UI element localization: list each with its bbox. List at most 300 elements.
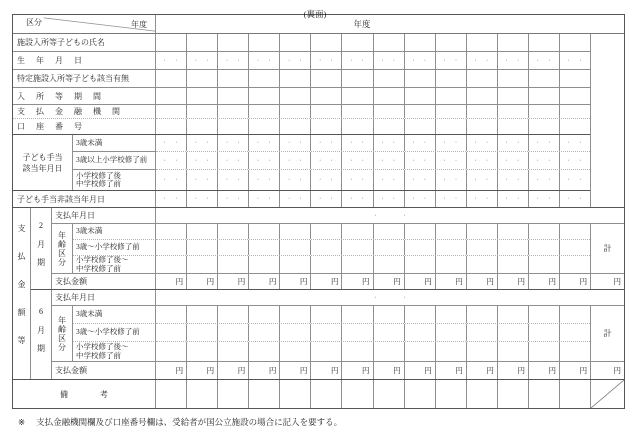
period-total-cell: 計	[590, 224, 624, 273]
grid-cell	[217, 380, 248, 408]
grid-cell: · ·	[186, 52, 217, 69]
table-header-row	[13, 15, 624, 34]
grid-cell: · ·	[528, 152, 559, 169]
row-cells	[156, 380, 590, 408]
grid-cell: · ·	[528, 52, 559, 69]
pay-date-label: 支払年月日	[52, 290, 156, 306]
grid-cell	[248, 380, 279, 408]
grid-cell	[341, 119, 372, 134]
grid-cell	[373, 224, 404, 239]
grid-cell: · ·	[341, 170, 372, 190]
row-label: 入 所 等 期 間	[13, 88, 156, 105]
grid-cell: 円	[497, 274, 528, 289]
row-cells	[156, 224, 590, 240]
grid-cell	[186, 240, 217, 255]
year-header-cell	[156, 15, 624, 33]
grid-cell: 円	[175, 366, 184, 375]
grid-cell	[435, 119, 466, 134]
grid-cell	[156, 119, 186, 134]
row-pay-date	[52, 208, 624, 224]
grid-cell	[466, 88, 497, 104]
period-label-cell	[31, 208, 52, 289]
grid-cell	[248, 224, 279, 239]
remarks-row	[13, 379, 624, 408]
top-right-merged-cell	[590, 34, 624, 207]
grid-cell	[404, 105, 435, 118]
grid-cell	[404, 380, 435, 408]
grid-cell	[466, 224, 497, 239]
row-cells	[156, 306, 590, 324]
grid-cell	[373, 324, 404, 341]
grid-cell: · ·	[217, 135, 248, 151]
grid-cell: · ·	[341, 135, 372, 151]
row-bank	[13, 105, 590, 119]
grid-cell: 円	[217, 362, 248, 379]
grid-cell: 円	[341, 274, 372, 289]
row-cells	[156, 119, 590, 134]
row-cells	[156, 240, 590, 256]
grid-cell	[373, 256, 404, 273]
grid-cell: 円	[175, 277, 184, 286]
period-label: 2月期	[36, 221, 46, 276]
footnote	[18, 416, 630, 428]
grid-cell: · ·	[310, 135, 341, 151]
grid-cell: 円	[341, 362, 372, 379]
grid-cell	[186, 119, 217, 134]
grid-cell	[217, 34, 248, 51]
grid-cell: 円	[435, 274, 466, 289]
grid-cell: · ·	[163, 140, 179, 146]
grid-cell: · ·	[248, 152, 279, 169]
grid-cell	[435, 34, 466, 51]
pay-amount-label: 支払金額	[52, 274, 156, 289]
grid-cell	[497, 224, 528, 239]
grid-cell	[341, 88, 372, 104]
grid-cell	[466, 342, 497, 361]
grid-cell	[466, 380, 497, 408]
grid-cell	[466, 256, 497, 273]
grid-cell: · ·	[373, 170, 404, 190]
pay-date-label: 支払年月日	[52, 208, 156, 224]
grid-cell: · ·	[435, 170, 466, 190]
grid-cell: · ·	[279, 135, 310, 151]
grid-cell: · ·	[279, 52, 310, 69]
grid-cell	[404, 342, 435, 361]
grid-cell	[310, 306, 341, 323]
grid-cell: 円	[466, 274, 497, 289]
grid-cell: 円	[186, 274, 217, 289]
row-cells	[156, 135, 590, 152]
grid-cell	[248, 119, 279, 134]
grid-cell: · ·	[217, 170, 248, 190]
grid-cell: · ·	[466, 52, 497, 69]
grid-cell	[404, 70, 435, 87]
grid-cell	[156, 34, 186, 51]
grid-cell	[341, 380, 372, 408]
grid-cell	[466, 324, 497, 341]
grid-cell	[248, 88, 279, 104]
grid-cell	[217, 224, 248, 239]
period-label: 6月期	[36, 307, 46, 362]
grid-cell	[466, 240, 497, 255]
grid-cell	[373, 34, 404, 51]
row-birth-date	[13, 52, 590, 70]
grid-cell	[248, 256, 279, 273]
grid-cell: · ·	[341, 52, 372, 69]
grid-cell	[559, 224, 590, 239]
grid-cell	[279, 105, 310, 118]
row-specified-facility	[13, 70, 590, 88]
grid-cell	[248, 324, 279, 341]
grid-cell: · ·	[497, 191, 528, 207]
grid-cell	[435, 306, 466, 323]
grid-cell	[341, 34, 372, 51]
grid-cell: · ·	[217, 191, 248, 207]
row-3-to-elementary: 3歳～小学校修了前	[73, 324, 590, 342]
row-cells	[156, 34, 590, 52]
row-cells	[156, 191, 590, 207]
year-header-label: 年度	[353, 19, 371, 29]
grid-cell	[435, 342, 466, 361]
row-label: 生 年 月 日	[13, 52, 156, 70]
grid-cell	[373, 105, 404, 118]
row-cells	[156, 342, 590, 361]
grid-cell: · ·	[528, 170, 559, 190]
grid-cell	[404, 256, 435, 273]
grid-cell	[186, 88, 217, 104]
grid-cell	[310, 380, 341, 408]
grid-cell	[466, 105, 497, 118]
grid-cell: · ·	[497, 135, 528, 151]
grid-cell	[217, 88, 248, 104]
grid-cell	[373, 119, 404, 134]
grid-cell	[279, 306, 310, 323]
grid-cell	[497, 119, 528, 134]
grid-cell: · ·	[163, 196, 179, 202]
header-corner-cell	[13, 15, 156, 33]
grid-cell	[373, 306, 404, 323]
age-axis-label: 年齢区分	[57, 230, 67, 267]
grid-cell: 円	[186, 362, 217, 379]
grid-cell	[373, 380, 404, 408]
grid-cell	[279, 88, 310, 104]
grid-cell	[217, 324, 248, 341]
grid-cell	[435, 224, 466, 239]
grid-cell: · ·	[310, 52, 341, 69]
grid-cell: · ·	[497, 170, 528, 190]
grid-cell	[528, 224, 559, 239]
grid-cell	[466, 306, 497, 323]
grid-cell	[248, 70, 279, 87]
age-axis-label-cell	[52, 306, 73, 361]
grid-cell: · ·	[279, 191, 310, 207]
grid-cell: 円	[466, 362, 497, 379]
grid-cell: · ·	[559, 152, 590, 169]
row-pay-amount	[52, 362, 624, 379]
corner-row-label: 区分	[26, 18, 42, 27]
period-label-cell	[31, 290, 52, 379]
grid-cell: · ·	[528, 135, 559, 151]
eligible-group-rows	[73, 135, 590, 190]
payment-periods	[31, 208, 624, 379]
grid-cell	[310, 119, 341, 134]
row-pay-amount	[52, 274, 624, 289]
grid-cell: 円	[279, 362, 310, 379]
grid-cell	[528, 34, 559, 51]
grid-cell	[528, 256, 559, 273]
age-row-label: 3歳以上小学校修了前	[73, 152, 156, 170]
grid-cell: · ·	[373, 191, 404, 207]
grid-cell	[435, 88, 466, 104]
grid-cell: · ·	[163, 57, 179, 64]
grid-cell: · ·	[435, 152, 466, 169]
age-axis-label: 年齢区分	[57, 315, 67, 352]
grid-cell	[497, 240, 528, 255]
age-category-block	[52, 306, 624, 362]
grid-cell	[341, 105, 372, 118]
grid-cell	[186, 380, 217, 408]
grid-cell	[435, 256, 466, 273]
grid-cell: · ·	[404, 152, 435, 169]
grid-cell: · ·	[341, 152, 372, 169]
grid-cell	[279, 119, 310, 134]
row-3-to-elementary	[73, 152, 590, 170]
grid-cell: · ·	[435, 52, 466, 69]
row-cells	[156, 170, 590, 190]
age-axis-label-cell	[52, 224, 73, 273]
grid-cell	[248, 306, 279, 323]
row-under-3	[73, 135, 590, 152]
grid-cell	[279, 70, 310, 87]
grid-cell	[279, 256, 310, 273]
row-pay-date	[52, 290, 624, 306]
grid-cell	[279, 224, 310, 239]
row-cells	[156, 152, 590, 170]
grid-cell: · ·	[559, 170, 590, 190]
grid-cell	[559, 119, 590, 134]
grid-cell: 円	[248, 274, 279, 289]
grid-cell	[559, 70, 590, 87]
grid-cell	[217, 240, 248, 255]
grid-cell: · ·	[341, 191, 372, 207]
grid-cell: 円	[279, 274, 310, 289]
grid-cell: 円	[435, 362, 466, 379]
grid-cell	[310, 256, 341, 273]
grid-cell	[559, 342, 590, 361]
grid-cell: · ·	[435, 135, 466, 151]
grid-cell	[497, 105, 528, 118]
grid-cell	[528, 380, 559, 408]
grid-cell	[186, 324, 217, 341]
grid-cell: 円	[404, 362, 435, 379]
remarks-label: 備 考	[13, 380, 156, 408]
grid-cell	[341, 306, 372, 323]
total-unit-cell: 円	[590, 274, 624, 289]
grid-cell	[156, 224, 186, 239]
grid-cell	[310, 324, 341, 341]
grid-cell	[248, 34, 279, 51]
grid-cell: 円	[310, 274, 341, 289]
grid-cell	[373, 240, 404, 255]
grid-cell: · ·	[310, 191, 341, 207]
payment-section	[13, 207, 624, 379]
grid-cell	[466, 70, 497, 87]
grid-cell	[435, 105, 466, 118]
grid-cell	[373, 342, 404, 361]
grid-cell	[279, 324, 310, 341]
grid-cell	[186, 224, 217, 239]
grid-cell	[435, 324, 466, 341]
grid-cell	[248, 342, 279, 361]
age-category-block	[52, 224, 624, 274]
row-cells	[156, 324, 590, 342]
grid-cell: · ·	[497, 152, 528, 169]
grid-cell	[373, 88, 404, 104]
grid-cell: · ·	[373, 135, 404, 151]
grid-cell	[341, 324, 372, 341]
grid-cell	[279, 34, 310, 51]
grid-cell: 円	[248, 362, 279, 379]
grid-cell	[528, 119, 559, 134]
backside-label: (裏面)	[303, 9, 327, 19]
grid-cell	[404, 324, 435, 341]
row-admission-period	[13, 88, 590, 105]
grid-cell	[497, 88, 528, 104]
grid-cell	[528, 105, 559, 118]
grid-cell	[435, 380, 466, 408]
grid-cell	[497, 306, 528, 323]
grid-cell	[310, 105, 341, 118]
grid-cell: · ·	[217, 152, 248, 169]
grid-cell	[217, 342, 248, 361]
grid-cell	[497, 34, 528, 51]
pay-date-value-cell: · ·	[156, 290, 624, 306]
pay-amount-label: 支払金額	[52, 362, 156, 379]
grid-cell: · ·	[248, 191, 279, 207]
row-label: 支 払 金 融 機 関	[13, 105, 156, 119]
grid-cell	[310, 342, 341, 361]
grid-cell	[497, 256, 528, 273]
grid-cell: · ·	[373, 52, 404, 69]
grid-cell	[559, 256, 590, 273]
grid-cell: · ·	[279, 152, 310, 169]
grid-cell	[310, 34, 341, 51]
row-under-3: 3歳未満	[73, 224, 590, 240]
grid-cell	[341, 224, 372, 239]
grid-cell	[186, 306, 217, 323]
grid-cell	[559, 306, 590, 323]
grid-cell	[156, 240, 186, 255]
grid-cell	[156, 105, 186, 118]
grid-cell: 円	[497, 362, 528, 379]
grid-cell	[217, 105, 248, 118]
row-3-to-elementary: 3歳～小学校修了前	[73, 240, 590, 256]
grid-cell	[528, 70, 559, 87]
grid-cell	[310, 240, 341, 255]
row-label: 特定施設入所等子ども該当有無	[13, 70, 156, 88]
grid-cell	[156, 380, 186, 408]
grid-cell	[186, 70, 217, 87]
grid-cell	[310, 88, 341, 104]
row-cells	[156, 70, 590, 88]
grid-cell	[559, 105, 590, 118]
grid-cell	[279, 240, 310, 255]
grid-cell	[341, 342, 372, 361]
row-label: 施設入所等子どもの氏名	[13, 34, 156, 52]
row-account	[13, 119, 590, 134]
grid-cell: 円	[217, 274, 248, 289]
grid-cell	[559, 240, 590, 255]
corner-col-label: 年度	[131, 20, 147, 29]
grid-cell	[217, 256, 248, 273]
grid-cell	[528, 342, 559, 361]
grid-cell	[559, 34, 590, 51]
grid-cell	[341, 256, 372, 273]
grid-cell	[156, 342, 186, 361]
grid-cell	[497, 324, 528, 341]
grid-cell: · ·	[559, 135, 590, 151]
grid-cell	[186, 342, 217, 361]
row-under-3: 3歳未満	[73, 306, 590, 324]
grid-cell	[217, 306, 248, 323]
row-after-elementary: 小学校修了後～ 中学校修了前	[73, 256, 590, 273]
grid-cell	[528, 88, 559, 104]
row-cells	[156, 256, 590, 273]
row-cells	[156, 274, 590, 289]
row-after-elementary: 小学校修了後～ 中学校修了前	[73, 342, 590, 361]
grid-cell: · ·	[163, 157, 179, 164]
child-allowance-form-table	[12, 14, 625, 409]
grid-cell: · ·	[404, 52, 435, 69]
grid-cell: 円	[559, 362, 590, 379]
grid-cell	[435, 70, 466, 87]
grid-cell	[404, 88, 435, 104]
grid-cell	[279, 342, 310, 361]
row-after-elementary	[73, 170, 590, 190]
grid-cell	[156, 256, 186, 273]
grid-cell: · ·	[217, 52, 248, 69]
grid-cell: 円	[373, 274, 404, 289]
grid-cell	[466, 119, 497, 134]
grid-cell: · ·	[248, 135, 279, 151]
grid-cell: · ·	[163, 177, 179, 183]
row-cells	[156, 105, 590, 119]
footnote-text: 支払金融機関欄及び口座番号欄は、受給者が国公立施設の場合に記入を要する。	[36, 417, 343, 427]
row-cells	[156, 88, 590, 105]
grid-cell	[373, 70, 404, 87]
row-label: 子ども手当非該当年月日	[13, 191, 156, 207]
grid-cell	[404, 306, 435, 323]
grid-cell: · ·	[466, 152, 497, 169]
grid-cell	[156, 324, 186, 341]
grid-cell: 円	[528, 274, 559, 289]
grid-cell	[248, 240, 279, 255]
grid-cell	[156, 306, 186, 323]
row-cells	[156, 362, 590, 379]
grid-cell	[341, 240, 372, 255]
grid-cell: · ·	[404, 191, 435, 207]
grid-cell: · ·	[435, 191, 466, 207]
grid-cell	[279, 380, 310, 408]
grid-cell	[404, 34, 435, 51]
grid-cell: · ·	[310, 170, 341, 190]
grid-cell	[528, 306, 559, 323]
payment-side-label-cell	[13, 208, 31, 379]
grid-cell	[497, 380, 528, 408]
grid-cell	[497, 342, 528, 361]
grid-cell	[404, 240, 435, 255]
grid-cell	[559, 380, 590, 408]
